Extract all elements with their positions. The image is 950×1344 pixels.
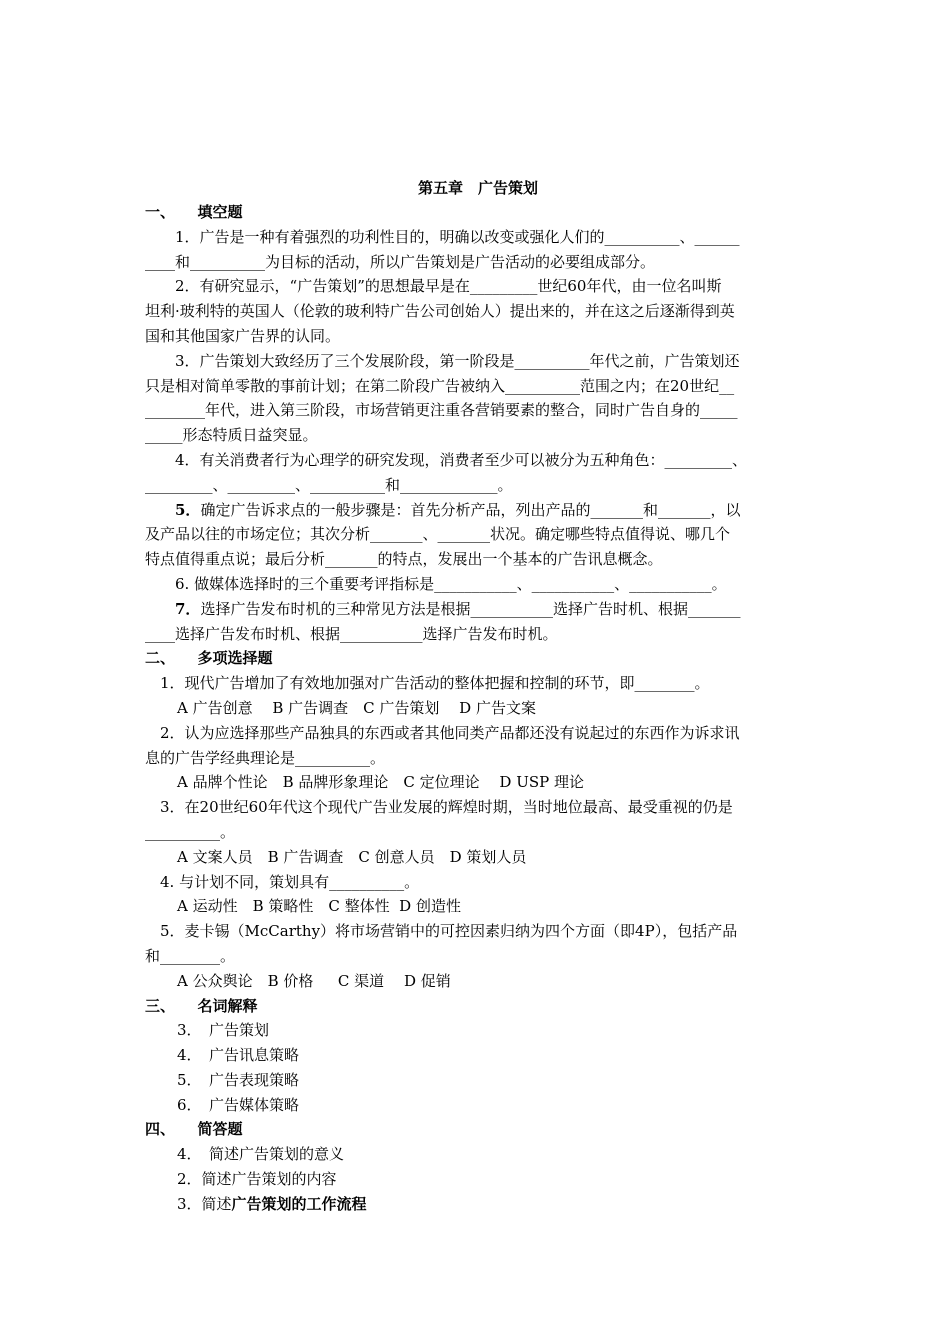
choice-question-2: 2．认为应选择那些产品独具的东西或者其他同类产品都还没有说起过的东西作为诉求讯	[160, 723, 740, 742]
short-question-3	[145, 1192, 811, 1217]
term-item: 5． 广告表现策略	[177, 1070, 300, 1089]
question-text: 3．简述	[177, 1194, 232, 1213]
fill-question-5	[145, 498, 811, 523]
choice-question-2-cont: 息的广告学经典理论是__________。	[145, 748, 386, 767]
fill-question-2: 2．有研究显示，“广告策划”的思想最早是在_________世纪60年代，由一位名叫斯	[175, 277, 722, 296]
choice-question-1: 1．现代广告增加了有效地加强对广告活动的整体把握和控制的环节，即________。	[160, 674, 710, 693]
question-number: 5．	[175, 500, 201, 519]
choice-options-2: A 品牌个性论 B 品牌形象理论 C 定位理论 D USP 理论	[177, 773, 584, 792]
section-heading-choice: 二、 多项选择题	[145, 649, 273, 668]
section-heading-terms: 三、 名词解释	[145, 996, 258, 1015]
document-page	[145, 176, 811, 1217]
fill-question-5-cont: 及产品以往的市场定位；其次分析_______、_______状况。确定哪些特点值得说、哪几个	[145, 525, 731, 544]
fill-question-3-cont3: _____形态特质日益突显。	[145, 426, 318, 445]
fill-question-5-cont2: 特点值得重点说；最后分析_______的特点，发展出一个基本的广告讯息概念。	[145, 550, 663, 569]
choice-question-3: 3．在20世纪60年代这个现代广告业发展的辉煌时期，当时地位最高、最受重视的仍是	[160, 798, 733, 817]
choice-options-5: A 公众舆论 B 价格 C 渠道 D 促销	[177, 971, 451, 990]
question-text: 确定广告诉求点的一般步骤是：首先分析产品，列出产品的_______和_______，以	[200, 500, 741, 519]
choice-options-3: A 文案人员 B 广告调查 C 创意人员 D 策划人员	[177, 847, 527, 866]
fill-question-3: 3．广告策划大致经历了三个发展阶段，第一阶段是__________年代之前，广告策划还	[175, 351, 740, 370]
chapter-title: 第五章 广告策划	[417, 179, 538, 197]
section-heading-short: 四、 简答题	[145, 1120, 243, 1139]
fill-question-1: 1．广告是一种有着强烈的功利性目的，明确以改变或强化人们的__________、______	[175, 227, 740, 246]
question-number: 7．	[175, 599, 201, 618]
fill-question-3-cont2: ________年代，进入第三阶段，市场营销更注重各营销要素的整合，同时广告自身的_____	[145, 401, 738, 420]
fill-question-3-cont: 只是相对简单零散的事前计划；在第二阶段广告被纳入__________范围之内；在20世纪__	[145, 376, 735, 395]
term-item: 4． 广告讯息策略	[177, 1046, 300, 1065]
choice-question-5: 5．麦卡锡（McCarthy）将市场营销中的可控因素归纳为四个方面（即4P），包括产品	[160, 922, 738, 941]
choice-question-5-cont: 和________。	[145, 946, 236, 965]
fill-question-4: 4．有关消费者行为心理学的研究发现，消费者至少可以被分为五种角色：_________、	[175, 450, 748, 469]
short-question-2: 2．简述广告策划的内容	[177, 1170, 337, 1189]
question-emphasis: 广告策划的工作流程	[231, 1194, 367, 1213]
fill-question-6: 6. 做媒体选择时的三个重要考评指标是___________、___________、___________。	[175, 574, 727, 593]
question-text: 选择广告发布时机的三种常见方法是根据___________选择广告时机、根据_______	[200, 599, 741, 618]
choice-question-3-cont: __________。	[145, 822, 236, 841]
choice-question-4: 4. 与计划不同，策划具有__________。	[160, 872, 420, 891]
fill-question-1-cont: ____和__________为目标的活动，所以广告策划是广告活动的必要组成部分。	[145, 252, 656, 271]
fill-question-7-cont: ____选择广告发布时机、根据___________选择广告发布时机。	[145, 624, 558, 643]
choice-options-1: A 广告创意 B 广告调查 C 广告策划 D 广告文案	[177, 698, 536, 717]
choice-options-4: A 运动性 B 策略性 C 整体性 D 创造性	[177, 897, 461, 916]
fill-question-7	[145, 597, 811, 622]
short-question-1: 4． 简述广告策划的意义	[177, 1145, 345, 1164]
fill-question-2-cont2: 国和其他国家广告界的认同。	[145, 326, 341, 345]
term-item: 6． 广告媒体策略	[177, 1095, 300, 1114]
section-heading-fill: 一、 填空题	[145, 203, 243, 221]
fill-question-4-cont: _________、_________、__________和_____________。	[145, 475, 513, 494]
fill-question-2-cont: 坦利·玻利特的英国人（伦敦的玻利特广告公司创始人）提出来的，并在这之后逐渐得到英	[145, 302, 735, 321]
term-item: 3． 广告策划	[177, 1021, 270, 1040]
